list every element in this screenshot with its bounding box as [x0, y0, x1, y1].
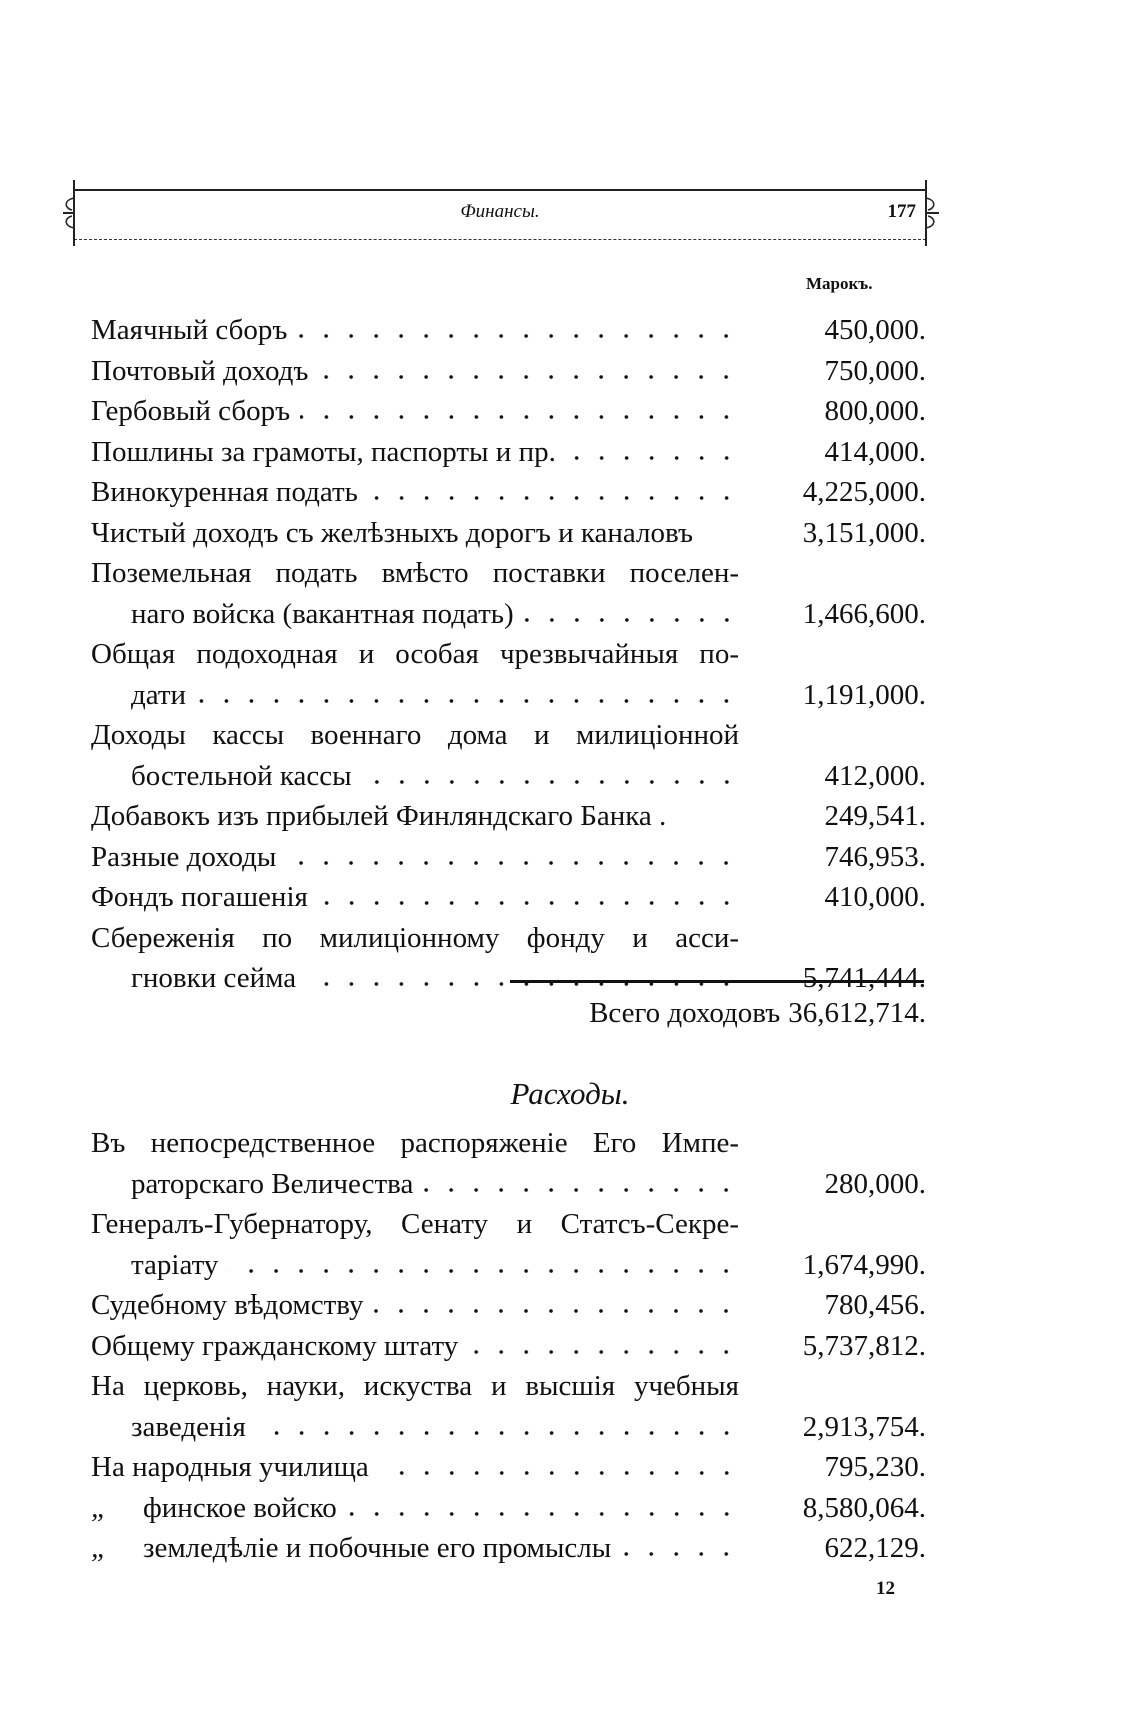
list-item [91, 877, 926, 918]
list-item [91, 1488, 926, 1529]
list-item [91, 1447, 926, 1488]
list-item [91, 1326, 926, 1367]
dot-leader [368, 495, 739, 501]
item-label-line: Въ непосредственное распоряженіе Его Импе- [91, 1127, 739, 1159]
list-item [91, 796, 926, 837]
item-label: Винокуренная подать [91, 476, 358, 508]
item-value: 412,000. [824, 759, 926, 792]
ornament-right-icon [920, 178, 940, 248]
item-value: 249,541. [824, 800, 926, 832]
item-value: 1,466,600. [802, 597, 926, 630]
item-label: Разные доходы [91, 840, 277, 873]
list-item [91, 391, 926, 432]
item-label: заведенія [131, 1410, 246, 1443]
running-header [74, 189, 926, 240]
item-value: 8,580,064. [802, 1491, 926, 1524]
item-label: бостельной кассы [131, 759, 352, 792]
item-label: дати [131, 678, 187, 711]
dot-leader [256, 1430, 739, 1436]
ornament-left-icon [62, 178, 82, 248]
item-label-line: Доходы кассы военнаго дома и милиціонной [91, 719, 739, 751]
list-item [91, 837, 926, 878]
list-item [91, 432, 926, 473]
page-number: 177 [887, 201, 916, 222]
item-label: Судебному вѣдомству [91, 1289, 364, 1321]
expenses-heading: Расходы. [510, 1076, 630, 1111]
list-item [91, 1285, 926, 1326]
running-title: Финансы. [460, 201, 540, 222]
item-value: 1,191,000. [802, 678, 926, 711]
revenue-total [589, 997, 926, 1030]
column-unit: Марокъ. [806, 274, 873, 293]
list-item [91, 310, 926, 351]
item-value: 780,456. [824, 1289, 926, 1321]
dot-leader [379, 1470, 739, 1476]
total-value: 36,612,714. [788, 997, 926, 1029]
list-item [91, 553, 926, 634]
signature-mark: 12 [876, 1578, 895, 1599]
item-label: Гербовый сборъ [91, 395, 291, 427]
dot-leader [621, 1551, 739, 1557]
item-value: 622,129. [824, 1532, 926, 1564]
list-item [91, 1204, 926, 1285]
sum-rule [510, 980, 924, 983]
item-label: Добавокъ изъ прибылей Финляндскаго Банка . [91, 800, 667, 832]
item-value: 4,225,000. [802, 476, 926, 508]
dot-leader [318, 900, 739, 906]
item-value: 795,230. [824, 1451, 926, 1483]
item-label: Пошлины за грамоты, паспорты и пр. [91, 435, 556, 468]
revenue-list [91, 310, 926, 999]
item-value: 410,000. [824, 881, 926, 913]
item-label: На народныя училища [91, 1451, 369, 1483]
item-value: 3,151,000. [802, 516, 926, 549]
dot-leader [373, 1308, 739, 1314]
item-label-line: Поземельная подать вмѣсто поставки поселен- [91, 557, 739, 589]
list-item [91, 1123, 926, 1204]
item-value: 5,737,812. [802, 1329, 926, 1362]
item-label: гновки сейма [131, 962, 297, 994]
item-value: 280,000. [824, 1167, 926, 1200]
list-item [91, 1528, 926, 1569]
dot-leader [286, 860, 739, 866]
item-value: 750,000. [824, 354, 926, 387]
expenses-list [91, 1123, 926, 1569]
list-item [91, 472, 926, 513]
item-label: земледѣліе и побочные его промыслы [143, 1532, 612, 1564]
item-label-line: Генералъ-Губернатору, Сенату и Статсъ-Секре- [91, 1208, 739, 1240]
item-label: Чистый доходъ съ желѣзныхъ дорогъ и каналовъ [91, 516, 693, 549]
dot-leader [228, 1268, 739, 1274]
dot-leader [362, 779, 739, 785]
dot-leader [468, 1349, 739, 1355]
item-value: 1,674,990. [802, 1248, 926, 1281]
dot-leader [297, 333, 739, 339]
item-label: Маячный сборъ [91, 314, 288, 346]
list-item [91, 634, 926, 715]
item-label: наго войска (вакантная подать) [131, 597, 514, 630]
item-label-line: На церковь, науки, искуства и высшія учебныя [91, 1370, 739, 1402]
list-item [91, 513, 926, 554]
item-value: 450,000. [824, 314, 926, 346]
list-item [91, 351, 926, 392]
item-label: раторскаго Величества [131, 1167, 414, 1200]
ditto-mark: „ [91, 1532, 108, 1564]
dot-leader [300, 414, 739, 420]
dot-leader [196, 698, 739, 704]
item-label-line: Общая подоходная и особая чрезвычайныя по- [91, 638, 739, 670]
list-item [91, 1366, 926, 1447]
item-label: Фондъ погашенія [91, 881, 308, 913]
total-label: Всего доходовъ [589, 997, 781, 1029]
item-label: финское войско [143, 1491, 337, 1524]
ditto-mark: „ [91, 1491, 108, 1524]
item-value: 2,913,754. [802, 1410, 926, 1443]
item-value: 746,953. [824, 840, 926, 873]
dot-leader [566, 455, 739, 461]
list-item [91, 715, 926, 796]
dot-leader [347, 1511, 739, 1517]
item-value: 800,000. [824, 395, 926, 427]
list-item [91, 918, 926, 999]
dot-leader [423, 1187, 739, 1193]
item-label: Общему гражданскому штату [91, 1329, 459, 1362]
item-label: Почтовый доходъ [91, 354, 309, 387]
item-label-line: Сбереженія по милиціонному фонду и асси- [91, 921, 739, 954]
dot-leader [318, 374, 739, 380]
dot-leader [524, 617, 739, 623]
item-label: таріату [131, 1248, 219, 1281]
item-value: 5,741,444. [802, 962, 926, 994]
item-value: 414,000. [824, 435, 926, 468]
